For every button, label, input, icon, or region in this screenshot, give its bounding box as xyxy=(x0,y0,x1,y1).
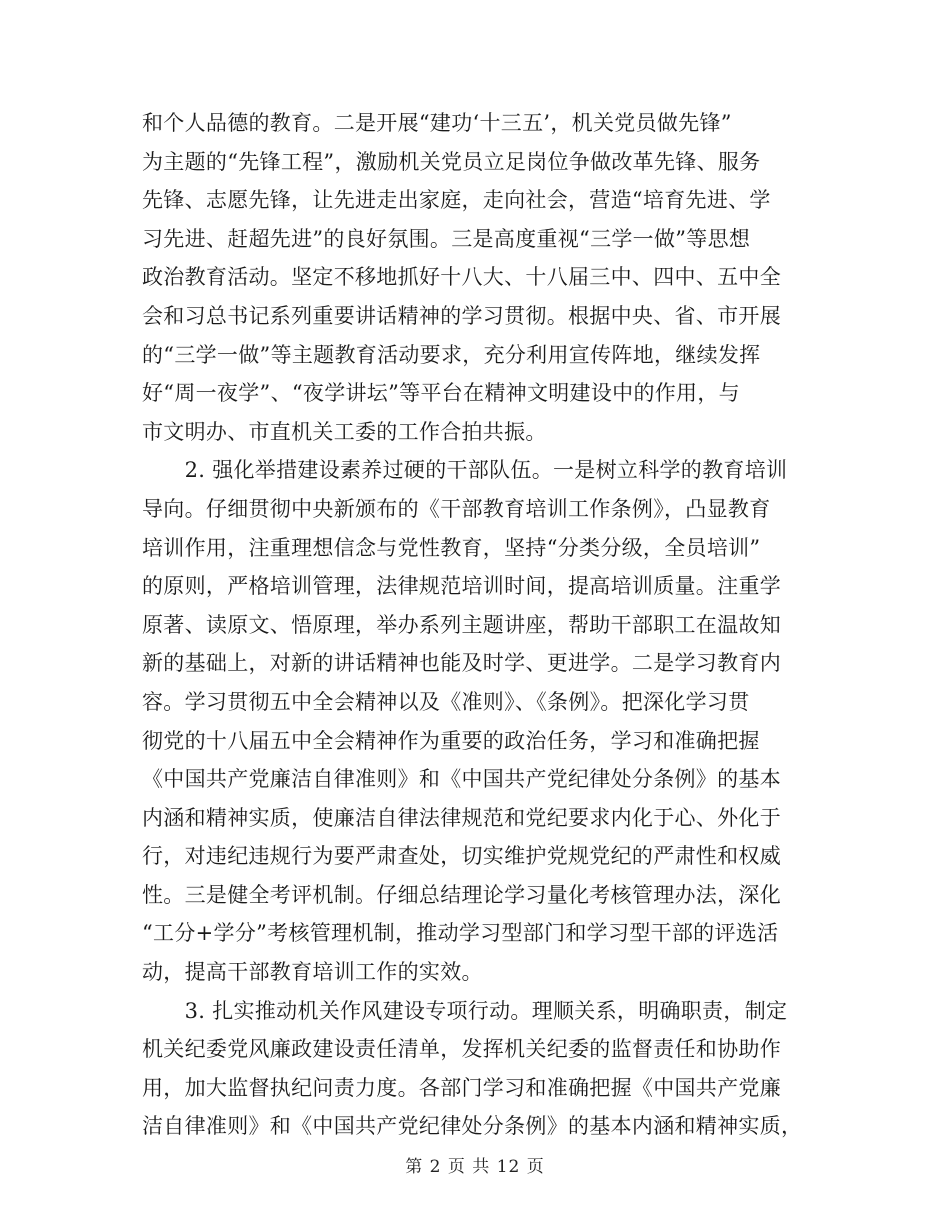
document-body xyxy=(142,104,810,1146)
text-line: 原著、读原文、悟原理，举办系列主题讲座，帮助干部职工在温故知 xyxy=(142,612,781,637)
text-line: 新的基础上，对新的讲话精神也能及时学、更进学。二是学习教育内 xyxy=(142,651,781,676)
paragraph-2-start: 2. 强化举措建设素养过硬的干部队伍。一是树立科学的教育培训 xyxy=(142,458,788,483)
text-line: 为主题的“先锋工程”，激励机关党员立足岗位争做改革先锋、服务 xyxy=(142,149,761,174)
text-line: 会和习总书记系列重要讲话精神的学习贯彻。根据中央、省、市开展 xyxy=(142,303,781,328)
text-line: 《中国共产党廉洁自律准则》和《中国共产党纪律处分条例》的基本 xyxy=(142,767,781,792)
text-line: 动，提高干部教育培训工作的实效。 xyxy=(142,960,483,985)
text-line: 导向。仔细贯彻中央新颁布的《干部教育培训工作条例》，凸显教育 xyxy=(142,496,771,521)
text-line: 市文明办、市直机关工委的工作合拍共振。 xyxy=(142,419,547,444)
text-line: 内涵和精神实质，使廉洁自律法律规范和党纪要求内化于心、外化于 xyxy=(142,805,781,830)
text-line: 性。三是健全考评机制。仔细总结理论学习量化考核管理办法，深化 xyxy=(142,882,781,907)
text-line: 洁自律准则》和《中国共产党纪律处分条例》的基本内涵和精神实质， xyxy=(142,1114,803,1139)
text-line: 先锋、志愿先锋，让先进走出家庭，走向社会，营造“培育先进、学 xyxy=(142,188,771,213)
text-line: 好“周一夜学”、“夜学讲坛”等平台在精神文明建设中的作用，与 xyxy=(142,381,740,406)
text-line: 的“三学一做”等主题教育活动要求，充分利用宣传阵地，继续发挥 xyxy=(142,342,761,367)
text-line: “工分+学分”考核管理机制，推动学习型部门和学习型干部的评选活 xyxy=(142,921,779,946)
paragraph-3-start: 3. 扎实推动机关作风建设专项行动。理顺关系，明确职责，制定 xyxy=(142,998,788,1023)
text-line: 机关纪委党风廉政建设责任清单，发挥机关纪委的监督责任和协助作 xyxy=(142,1037,781,1062)
page-number-label: 第 2 页 共 12 页 xyxy=(405,1157,545,1177)
text-line: 彻党的十八届五中全会精神作为重要的政治任务，学习和准确把握 xyxy=(142,728,760,753)
text-line: 培训作用，注重理想信念与党性教育，坚持“分类分级，全员培训” xyxy=(142,535,761,560)
page-footer xyxy=(0,1152,950,1177)
text-line: 容。学习贯彻五中全会精神以及《准则》、《条例》。把深化学习贯 xyxy=(142,689,750,714)
text-line: 政治教育活动。坚定不移地抓好十八大、十八届三中、四中、五中全 xyxy=(142,265,781,290)
text-line: 行，对违纪违规行为要严肃查处，切实维护党规党纪的严肃性和权威 xyxy=(142,844,781,869)
text-line: 用，加大监督执纪问责力度。各部门学习和准确把握《中国共产党廉 xyxy=(142,1075,781,1100)
text-line: 习先进、赶超先进”的良好氛围。三是高度重视“三学一做”等思想 xyxy=(142,226,751,251)
text-line: 的原则，严格培训管理，法律规范培训时间，提高培训质量。注重学 xyxy=(142,574,781,599)
text-line: 和个人品德的教育。二是开展“建功‘十三五’，机关党员做先锋” xyxy=(142,111,732,135)
